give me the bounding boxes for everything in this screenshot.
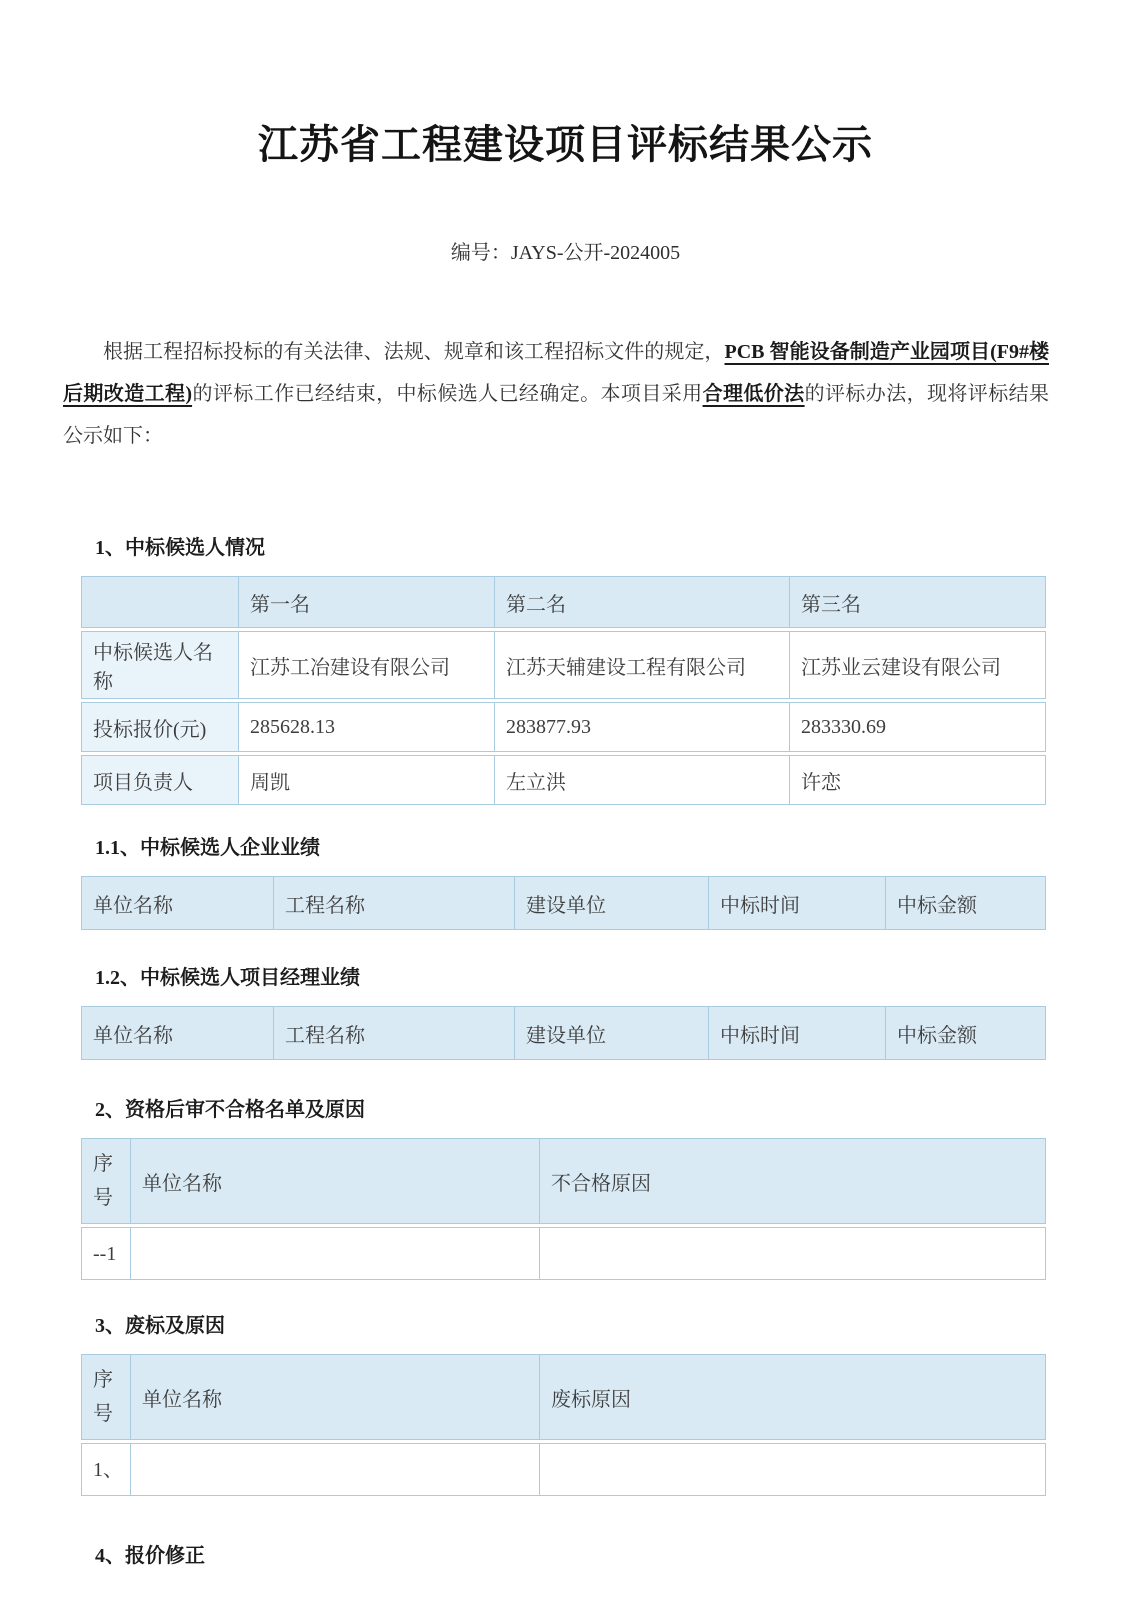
project-name: PCB 智能设备制造产业园项目(F9#楼后期改造工程) bbox=[63, 341, 1050, 405]
row-label: 中标候选人名称 bbox=[81, 631, 239, 699]
col-header-unit-name: 单位名称 bbox=[81, 876, 274, 930]
intro-text-1: 根据工程招标投标的有关法律、法规、规章和该工程招标文件的规定， bbox=[103, 341, 725, 363]
col-header-award-time: 中标时间 bbox=[709, 1006, 886, 1060]
page-title: 江苏省工程建设项目评标结果公示 bbox=[258, 122, 873, 167]
bid-price-row bbox=[81, 702, 1046, 752]
candidate-name-1: 江苏工冶建设有限公司 bbox=[239, 631, 495, 699]
col-header-award-time: 中标时间 bbox=[709, 876, 886, 930]
reason-cell bbox=[540, 1227, 1046, 1280]
bid-price-2: 283877.93 bbox=[495, 702, 790, 752]
enterprise-performance-table bbox=[81, 873, 1046, 933]
section-heading-candidates: 1、中标候选人情况 bbox=[95, 537, 265, 559]
col-header-serial-number: 序号 bbox=[81, 1138, 131, 1224]
manager-performance-header-row bbox=[81, 1006, 1046, 1060]
col-header-project-name: 工程名称 bbox=[274, 1006, 515, 1060]
col-header-unit-name: 单位名称 bbox=[131, 1354, 540, 1440]
row-label: 项目负责人 bbox=[81, 755, 239, 805]
col-header-construction-unit: 建设单位 bbox=[515, 876, 709, 930]
project-manager-3: 许恋 bbox=[790, 755, 1046, 805]
project-manager-row bbox=[81, 755, 1046, 805]
project-manager-1: 周凯 bbox=[239, 755, 495, 805]
rejected-data-row bbox=[81, 1443, 1046, 1496]
evaluation-method: 合理低价法 bbox=[702, 383, 805, 405]
candidate-name-2: 江苏天辅建设工程有限公司 bbox=[495, 631, 790, 699]
col-header-unit-name: 单位名称 bbox=[81, 1006, 274, 1060]
project-manager-2: 左立洪 bbox=[495, 755, 790, 805]
disqualified-header-row bbox=[81, 1138, 1046, 1224]
col-header-unit-name: 单位名称 bbox=[131, 1138, 540, 1224]
serial-number-cell: --1 bbox=[81, 1227, 131, 1280]
intro-paragraph bbox=[63, 331, 1049, 457]
intro-text-3: 的评标办法，现将评标结果公示如下： bbox=[63, 383, 1050, 447]
bid-price-3: 283330.69 bbox=[790, 702, 1046, 752]
bid-price-1: 285628.13 bbox=[239, 702, 495, 752]
candidate-name-row bbox=[81, 631, 1046, 699]
reason-cell bbox=[540, 1443, 1046, 1496]
manager-performance-table bbox=[81, 1003, 1046, 1063]
rank-header-2: 第二名 bbox=[495, 576, 790, 628]
candidate-name-3: 江苏业云建设有限公司 bbox=[790, 631, 1046, 699]
disqualified-table bbox=[81, 1135, 1046, 1283]
serial-number-cell: 1、 bbox=[81, 1443, 131, 1496]
col-header-project-name: 工程名称 bbox=[274, 876, 515, 930]
rank-header-3: 第三名 bbox=[790, 576, 1046, 628]
section-heading-rejected: 3、废标及原因 bbox=[95, 1315, 225, 1337]
section-heading-disqualified: 2、资格后审不合格名单及原因 bbox=[95, 1099, 365, 1121]
col-header-award-amount: 中标金额 bbox=[886, 876, 1046, 930]
rejected-header-row bbox=[81, 1354, 1046, 1440]
rank-header-1: 第一名 bbox=[239, 576, 495, 628]
candidates-table bbox=[81, 573, 1046, 808]
disqualified-data-row bbox=[81, 1227, 1046, 1280]
col-header-disqualify-reason: 不合格原因 bbox=[540, 1138, 1046, 1224]
corner-cell bbox=[81, 576, 239, 628]
rejected-table bbox=[81, 1351, 1046, 1499]
col-header-serial-number: 序号 bbox=[81, 1354, 131, 1440]
section-heading-price-correction: 4、报价修正 bbox=[95, 1545, 205, 1567]
unit-name-cell bbox=[131, 1227, 540, 1280]
row-label: 投标报价(元) bbox=[81, 702, 239, 752]
unit-name-cell bbox=[131, 1443, 540, 1496]
enterprise-performance-header-row bbox=[81, 876, 1046, 930]
section-heading-manager-performance: 1.2、中标候选人项目经理业绩 bbox=[95, 967, 360, 989]
doc-number: 编号：JAYS-公开-2024005 bbox=[450, 242, 681, 264]
section-heading-enterprise-performance: 1.1、中标候选人企业业绩 bbox=[95, 837, 320, 859]
candidates-header-row bbox=[81, 576, 1046, 628]
col-header-construction-unit: 建设单位 bbox=[515, 1006, 709, 1060]
intro-text-2: 的评标工作已经结束，中标候选人已经确定。本项目采用 bbox=[192, 383, 703, 405]
col-header-award-amount: 中标金额 bbox=[886, 1006, 1046, 1060]
col-header-reject-reason: 废标原因 bbox=[540, 1354, 1046, 1440]
